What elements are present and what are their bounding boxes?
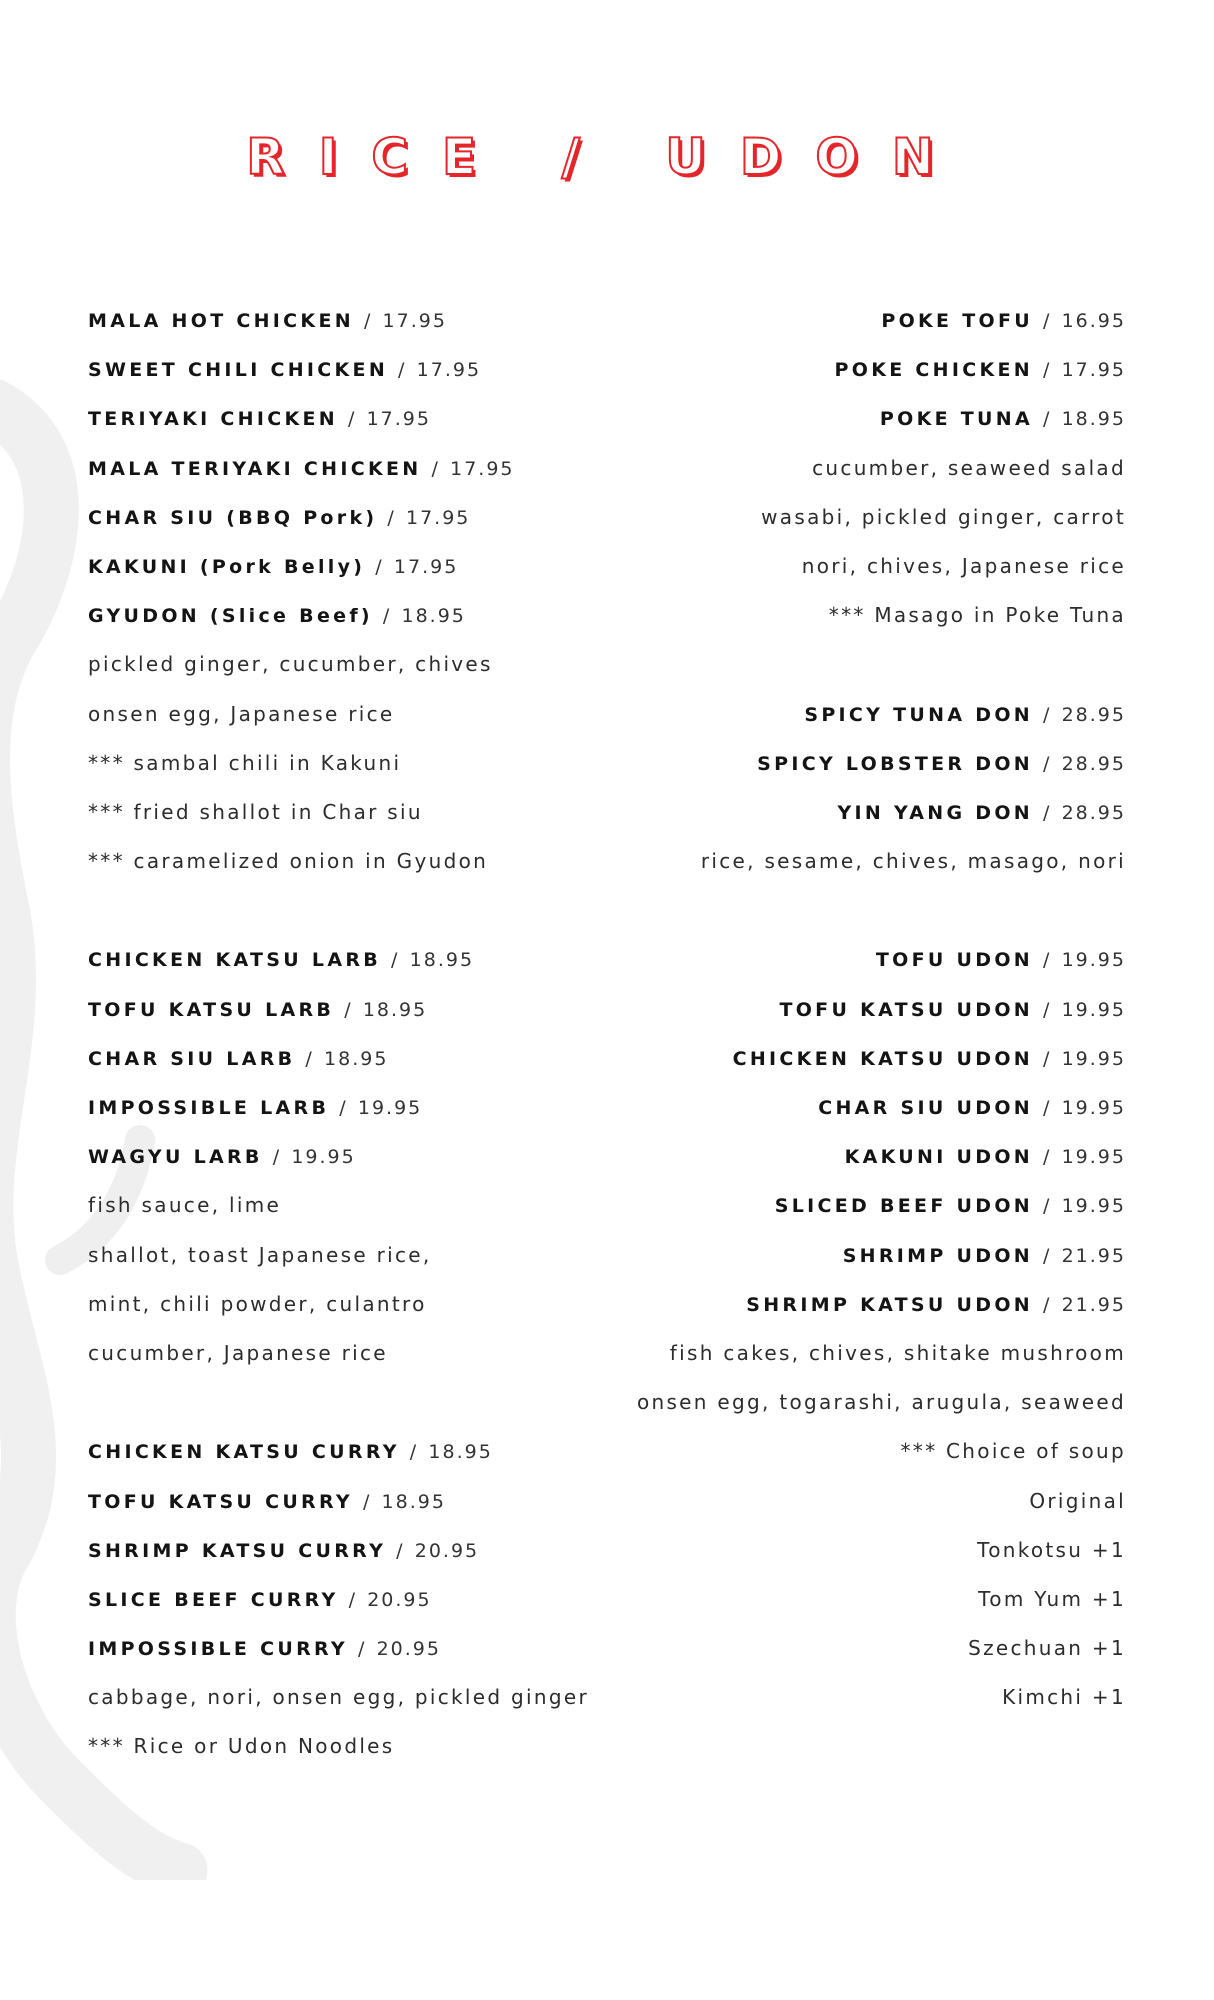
item-note: *** Choice of soup xyxy=(900,1439,1126,1464)
menu-item xyxy=(566,1132,1126,1181)
item-description: fish cakes, chives, shitake mushroom xyxy=(669,1340,1126,1365)
item-name: KAKUNI (Pork Belly) xyxy=(88,555,366,578)
menu-item xyxy=(88,444,648,493)
item-name: CHAR SIU LARB xyxy=(88,1047,296,1070)
price-separator: / xyxy=(339,1097,348,1119)
menu-item xyxy=(88,296,648,345)
price-separator: / xyxy=(1042,1097,1052,1119)
item-name: CHAR SIU (BBQ Pork) xyxy=(88,506,378,529)
item-name: IMPOSSIBLE LARB xyxy=(88,1097,330,1119)
price-separator: / xyxy=(1042,949,1052,972)
item-note: *** sambal chili in Kakuni xyxy=(88,750,402,775)
price-separator: / xyxy=(1042,1047,1052,1070)
item-note: *** Rice or Udon Noodles xyxy=(88,1734,395,1759)
menu-item xyxy=(566,985,1126,1034)
menu-item xyxy=(88,1427,648,1476)
price-separator: / xyxy=(409,1441,419,1464)
price-separator: / xyxy=(1042,998,1052,1021)
item-name: YIN YANG DON xyxy=(837,801,1033,824)
menu-item xyxy=(88,1477,648,1526)
item-price: 21.95 xyxy=(1061,1244,1126,1267)
item-price: 28.95 xyxy=(1061,801,1126,824)
item-name: SPICY TUNA DON xyxy=(804,703,1033,726)
item-name: SHRIMP UDON xyxy=(842,1244,1033,1267)
page-title: RICE / UDON xyxy=(246,128,968,186)
item-description: onsen egg, togarashi, arugula, seaweed xyxy=(636,1390,1126,1415)
item-price: 18.95 xyxy=(362,998,428,1021)
item-name: SWEET CHILI CHICKEN xyxy=(88,359,389,382)
price-separator: / xyxy=(357,1638,367,1661)
menu-item xyxy=(566,1231,1126,1280)
item-price: 18.95 xyxy=(401,605,466,628)
item-price: 19.95 xyxy=(1061,1097,1126,1119)
item-price: 19.95 xyxy=(1061,1047,1126,1070)
item-name: TOFU KATSU CURRY xyxy=(88,1490,353,1513)
price-separator: / xyxy=(398,359,407,382)
item-price: 19.95 xyxy=(1061,949,1126,972)
item-name: POKE TUNA xyxy=(879,408,1033,431)
soup-option: Original xyxy=(1029,1488,1126,1513)
item-description: fish sauce, lime xyxy=(88,1193,282,1218)
menu-item xyxy=(88,493,648,542)
item-name: GYUDON (Slice Beef) xyxy=(88,605,373,628)
menu-item xyxy=(566,345,1126,394)
price-separator: / xyxy=(347,408,357,431)
item-name: POKE TOFU xyxy=(881,310,1033,332)
item-price: 19.95 xyxy=(291,1146,356,1169)
menu-item xyxy=(88,345,648,394)
item-price: 17.95 xyxy=(450,457,515,480)
item-name: TOFU KATSU LARB xyxy=(88,998,335,1021)
item-price: 19.95 xyxy=(1061,1195,1126,1218)
item-note: *** Masago in Poke Tuna xyxy=(828,603,1126,628)
item-name: POKE CHICKEN xyxy=(834,359,1033,382)
item-price: 17.95 xyxy=(416,359,482,382)
poke-section xyxy=(566,296,1126,640)
item-name: SLICE BEEF CURRY xyxy=(88,1588,339,1611)
item-description: cucumber, Japanese rice xyxy=(88,1340,388,1365)
menu-item xyxy=(566,394,1126,443)
item-name: CHICKEN KATSU UDON xyxy=(732,1047,1033,1070)
item-note: *** caramelized onion in Gyudon xyxy=(88,849,489,874)
menu-item xyxy=(88,1083,648,1132)
item-description: nori, chives, Japanese rice xyxy=(801,553,1126,578)
item-price: 19.95 xyxy=(1061,998,1126,1021)
price-separator: / xyxy=(1042,359,1052,382)
item-price: 17.95 xyxy=(366,408,431,431)
item-name: WAGYU LARB xyxy=(88,1146,263,1169)
menu-item xyxy=(566,296,1126,345)
curry-section xyxy=(88,1427,648,1771)
item-name: SLICED BEEF UDON xyxy=(774,1195,1033,1218)
rice-bowls-section xyxy=(88,296,648,886)
price-separator: / xyxy=(348,1588,358,1611)
item-price: 18.95 xyxy=(409,949,475,972)
menu-item xyxy=(566,690,1126,739)
menu-item xyxy=(88,935,648,984)
item-description: cabbage, nori, onsen egg, pickled ginger xyxy=(88,1685,589,1710)
section-spacer xyxy=(88,886,648,935)
price-separator: / xyxy=(1042,310,1052,332)
menu-item xyxy=(88,1575,648,1624)
menu-item xyxy=(566,1181,1126,1230)
item-description: cucumber, seaweed salad xyxy=(812,455,1126,480)
menu-item xyxy=(88,1624,648,1673)
price-separator: / xyxy=(382,605,392,628)
price-separator: / xyxy=(344,998,353,1021)
menu-item xyxy=(566,1280,1126,1329)
right-column xyxy=(566,296,1126,1722)
item-price: 17.95 xyxy=(1061,359,1126,382)
left-column xyxy=(88,296,648,1772)
item-price: 18.95 xyxy=(428,1441,493,1464)
price-separator: / xyxy=(1042,1195,1052,1218)
item-price: 16.95 xyxy=(1061,310,1126,332)
price-separator: / xyxy=(1042,703,1052,726)
soup-option: Szechuan +1 xyxy=(968,1636,1126,1661)
price-separator: / xyxy=(391,949,400,972)
item-price: 21.95 xyxy=(1061,1293,1126,1316)
item-name: CHAR SIU UDON xyxy=(818,1097,1033,1119)
menu-item xyxy=(88,1526,648,1575)
price-separator: / xyxy=(1042,1244,1052,1267)
price-separator: / xyxy=(387,506,396,529)
price-separator: / xyxy=(362,1490,372,1513)
item-name: CHICKEN KATSU LARB xyxy=(88,949,382,972)
item-name: TERIYAKI CHICKEN xyxy=(88,408,338,431)
item-description: rice, sesame, chives, masago, nori xyxy=(700,849,1126,874)
item-description: wasabi, pickled ginger, carrot xyxy=(761,504,1126,529)
menu-item xyxy=(566,935,1126,984)
menu-item xyxy=(566,1083,1126,1132)
menu-item xyxy=(566,1034,1126,1083)
item-price: 28.95 xyxy=(1061,752,1126,775)
item-name: TOFU UDON xyxy=(875,949,1033,972)
item-name: CHICKEN KATSU CURRY xyxy=(88,1441,400,1464)
section-spacer xyxy=(566,886,1126,935)
price-separator: / xyxy=(396,1539,405,1562)
price-separator: / xyxy=(431,457,441,480)
item-price: 17.95 xyxy=(382,310,447,332)
item-price: 18.95 xyxy=(1061,408,1126,431)
don-section xyxy=(566,690,1126,887)
menu-item xyxy=(88,1132,648,1181)
price-separator: / xyxy=(305,1047,315,1070)
price-separator: / xyxy=(375,555,384,578)
item-price: 20.95 xyxy=(376,1638,441,1661)
item-price: 20.95 xyxy=(414,1539,480,1562)
item-price: 19.95 xyxy=(1061,1146,1126,1169)
item-name: KAKUNI UDON xyxy=(844,1146,1033,1169)
price-separator: / xyxy=(363,310,373,332)
item-description: shallot, toast Japanese rice, xyxy=(88,1242,432,1267)
item-name: SHRIMP KATSU CURRY xyxy=(88,1539,387,1562)
price-separator: / xyxy=(1042,801,1052,824)
item-price: 20.95 xyxy=(367,1588,432,1611)
item-name: MALA TERIYAKI CHICKEN xyxy=(88,457,422,480)
larb-section xyxy=(88,935,648,1378)
price-separator: / xyxy=(1042,752,1052,775)
price-separator: / xyxy=(1042,1293,1052,1316)
item-note: *** fried shallot in Char siu xyxy=(88,799,423,824)
menu-item xyxy=(566,739,1126,788)
item-description: pickled ginger, cucumber, chives xyxy=(88,652,493,677)
item-price: 18.95 xyxy=(324,1047,389,1070)
section-spacer xyxy=(566,640,1126,689)
item-price: 18.95 xyxy=(381,1490,446,1513)
soup-option: Tom Yum +1 xyxy=(978,1586,1126,1611)
item-name: SHRIMP KATSU UDON xyxy=(746,1293,1033,1316)
soup-option: Kimchi +1 xyxy=(1002,1685,1126,1710)
item-price: 19.95 xyxy=(357,1097,423,1119)
price-separator: / xyxy=(1042,408,1052,431)
item-name: TOFU KATSU UDON xyxy=(779,998,1033,1021)
item-price: 17.95 xyxy=(405,506,471,529)
item-description: onsen egg, Japanese rice xyxy=(88,701,395,726)
menu-item xyxy=(88,542,648,591)
price-separator: / xyxy=(1042,1146,1052,1169)
item-price: 17.95 xyxy=(393,555,459,578)
menu-item xyxy=(88,591,648,640)
menu-item xyxy=(88,1034,648,1083)
menu-item xyxy=(88,985,648,1034)
item-name: IMPOSSIBLE CURRY xyxy=(88,1638,348,1661)
menu-item xyxy=(566,788,1126,837)
price-separator: / xyxy=(272,1146,282,1169)
udon-section xyxy=(566,935,1126,1722)
item-price: 28.95 xyxy=(1061,703,1126,726)
item-name: MALA HOT CHICKEN xyxy=(88,310,354,332)
menu-item xyxy=(88,394,648,443)
item-description: mint, chili powder, culantro xyxy=(88,1291,427,1316)
soup-option: Tonkotsu +1 xyxy=(977,1537,1126,1562)
item-name: SPICY LOBSTER DON xyxy=(757,752,1033,775)
section-spacer xyxy=(88,1378,648,1427)
